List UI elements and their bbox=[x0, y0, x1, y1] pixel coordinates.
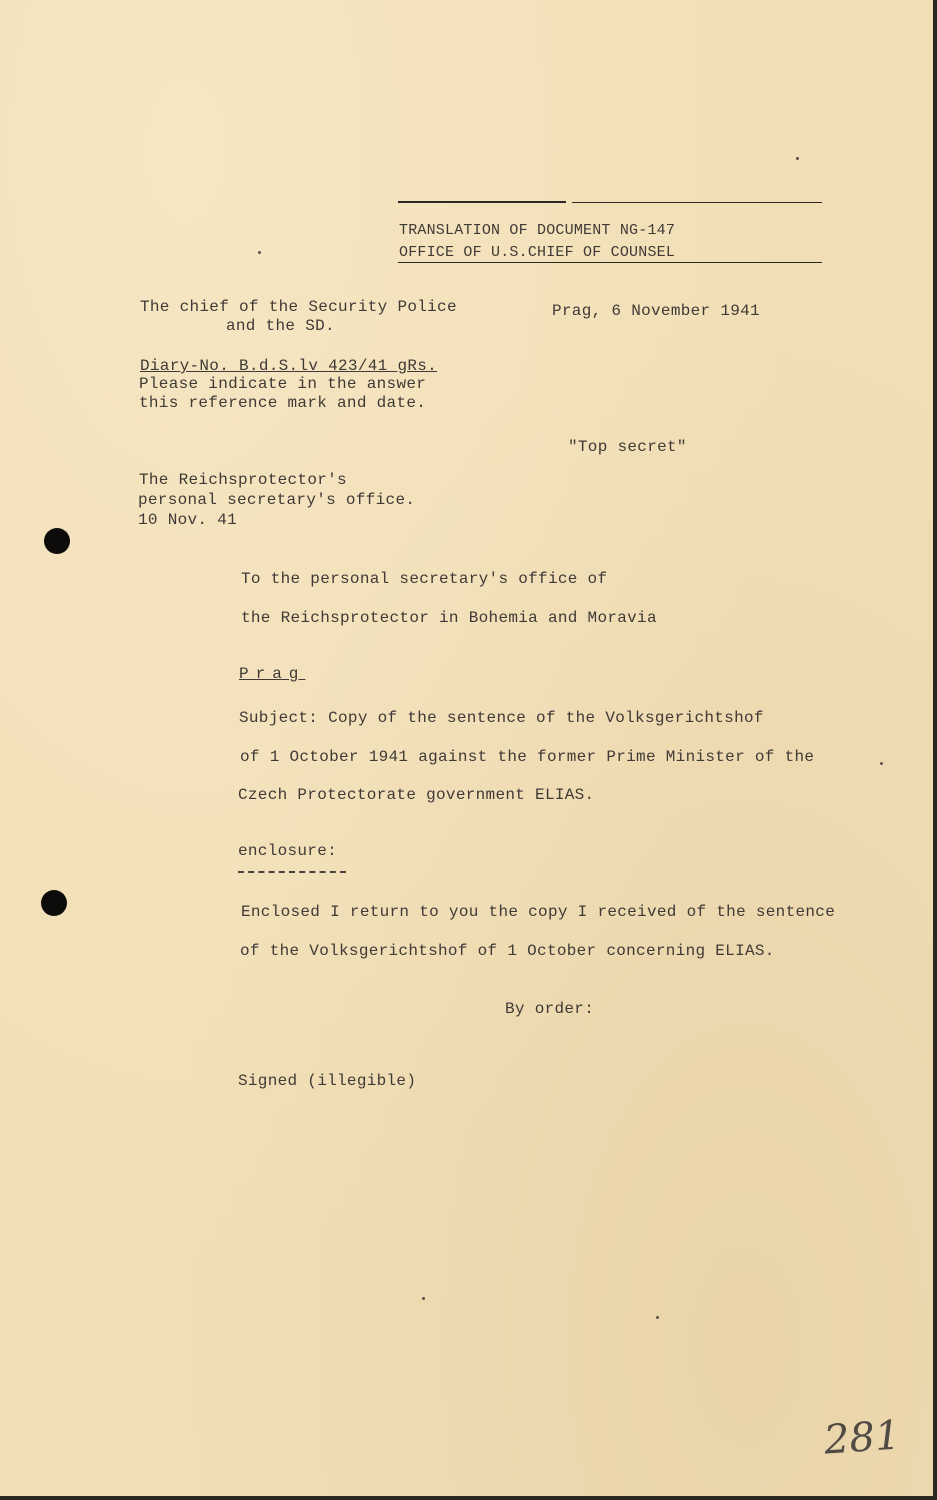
sender-line-1: The chief of the Security Police bbox=[140, 298, 457, 316]
header-rule-top-left bbox=[398, 201, 566, 203]
body-line-2: of the Volksgerichtshof of 1 October concerning ELIAS. bbox=[240, 942, 775, 960]
closing: By order: bbox=[505, 1000, 595, 1018]
received-stamp-date: 10 Nov. 41 bbox=[138, 511, 238, 529]
reference-instruction-2: this reference mark and date. bbox=[139, 394, 427, 412]
office-heading: OFFICE OF U.S.CHIEF OF COUNSEL bbox=[399, 244, 676, 261]
reference-instruction-1: Please indicate in the answer bbox=[139, 375, 427, 393]
speck bbox=[796, 157, 799, 160]
subject-line-1: Subject: Copy of the sentence of the Volksgerichtshof bbox=[239, 709, 764, 727]
speck bbox=[422, 1297, 425, 1300]
speck bbox=[880, 762, 883, 765]
speck bbox=[258, 251, 261, 254]
received-stamp-line-2: personal secretary's office. bbox=[138, 491, 416, 509]
body-line-1: Enclosed I return to you the copy I received of the sentence bbox=[241, 903, 836, 921]
received-stamp-line-1: The Reichsprotector's bbox=[139, 471, 347, 489]
page-number: 281 bbox=[822, 1412, 902, 1464]
enclosure-underline bbox=[238, 871, 346, 873]
addressee-line-1: To the personal secretary's office of bbox=[241, 570, 608, 588]
subject-line-2: of 1 October 1941 against the former Prime Minister of the bbox=[240, 748, 815, 766]
subject-line-3: Czech Protectorate government ELIAS. bbox=[238, 786, 595, 804]
classification-mark: "Top secret" bbox=[568, 438, 687, 456]
signature: Signed (illegible) bbox=[238, 1072, 417, 1090]
punch-hole-top bbox=[44, 528, 70, 554]
punch-hole-bottom bbox=[41, 890, 67, 916]
header-rule-bottom bbox=[398, 262, 822, 263]
speck bbox=[656, 1316, 659, 1319]
translation-heading: TRANSLATION OF DOCUMENT NG-147 bbox=[399, 222, 676, 239]
diary-number: Diary-No. B.d.S.lv 423/41 gRs. bbox=[140, 357, 438, 375]
header-rule-top-right bbox=[572, 202, 822, 203]
addressee-line-2: the Reichsprotector in Bohemia and Moravia bbox=[241, 609, 657, 627]
sender-line-2: and the SD. bbox=[226, 317, 335, 335]
addressee-city: Prag bbox=[239, 665, 306, 683]
place-date: Prag, 6 November 1941 bbox=[552, 302, 760, 320]
enclosure-label: enclosure: bbox=[238, 842, 338, 860]
